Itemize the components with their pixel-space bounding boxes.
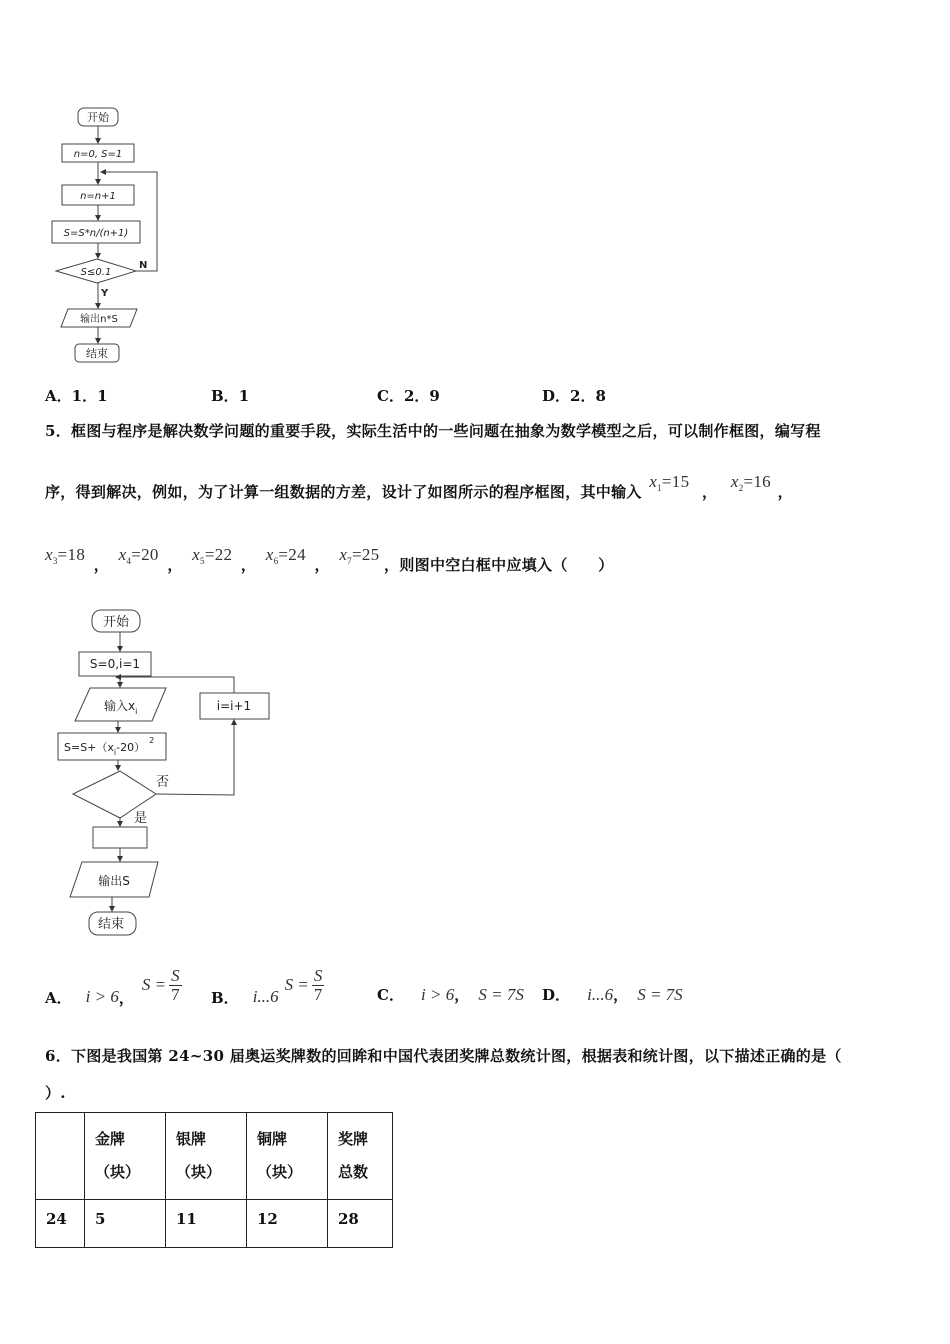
fc1-start-text: 开始 — [87, 111, 109, 124]
fc2-output-text: 输出S — [98, 874, 130, 888]
fc1-no-label: N — [139, 260, 148, 271]
fc2-update-text: $S=S+(x_i-20)^2$ — [64, 736, 155, 757]
q5-option-c-cond: i > 6 — [421, 985, 455, 1004]
q4-option-d[interactable] — [542, 385, 606, 406]
medal-table-header-cell: 金牌 （块） — [85, 1113, 166, 1200]
fc2-blank-box[interactable] — [93, 827, 147, 848]
q5-option-a-letter: A． — [45, 988, 72, 1007]
q4-option-b-letter: B． — [211, 387, 239, 405]
q5-option-d[interactable] — [542, 984, 683, 1005]
q5-sep-2: ， — [777, 483, 793, 501]
q5-option-c-sep: ， — [454, 986, 470, 1004]
q4-option-d-text: 2．8 — [570, 387, 606, 405]
q5-input-x1: $x_1=15$ — [649, 472, 690, 493]
q5-option-c[interactable] — [377, 984, 524, 1005]
fc2-input-text: 输入$x_i$ — [104, 699, 138, 716]
q5-sep-4: ， — [167, 556, 183, 574]
table-row — [36, 1200, 393, 1248]
q5-option-b-lhs: S = — [284, 975, 309, 994]
q5-option-a[interactable] — [45, 960, 182, 1010]
q4-option-d-letter: D． — [542, 387, 571, 405]
fc1-condition-text: S≤0.1 — [80, 267, 112, 278]
fc1-output-text: 输出n*S — [80, 314, 118, 325]
q5-option-d-cond: i...6 — [587, 985, 614, 1004]
q5-sep-1: ， — [701, 483, 718, 501]
q5-line-2-text: 序，得到解决，例如，为了计算一组数据的方差，设计了如图所示的程序框图，其中输入 — [45, 483, 642, 501]
fc2-loop-text: i=i+1 — [216, 699, 252, 713]
fc1-init-text: n=0, S=1 — [73, 149, 123, 160]
table-cell: 28 — [328, 1200, 393, 1248]
q5-option-a-sep: ， — [118, 988, 134, 1007]
q5-option-a-fraction: $\frac{S}{7}$ — [171, 965, 180, 1004]
q4-option-a-letter: A． — [45, 387, 72, 405]
medal-table — [35, 1112, 393, 1248]
q5-input-x2: $x_2=16$ — [730, 472, 771, 493]
flowchart-2 — [50, 600, 290, 945]
q4-option-c-letter: C． — [377, 387, 404, 405]
table-cell: 5 — [85, 1200, 166, 1248]
q6-line-1: 6．下图是我国第 24~30 届奥运奖牌数的回眸和中国代表团奖牌总数统计图，根据表和统计图，以下描述正确的是（ — [45, 1047, 842, 1065]
q5-option-b-cond: i...6 — [252, 987, 279, 1006]
medal-table-header-cell: 奖牌 总数 — [328, 1113, 393, 1200]
q4-option-c-text: 2．9 — [403, 387, 440, 405]
fc2-no-label: 否 — [156, 775, 170, 790]
q5-input-x7: $x_7=25$ — [339, 545, 380, 566]
q4-option-a-text: 1．1 — [71, 387, 108, 405]
fc2-end-text: 结束 — [97, 917, 125, 932]
medal-table-header-cell — [36, 1113, 85, 1200]
medal-table-header-row — [36, 1113, 393, 1200]
fc2-init-text: S=0,i=1 — [89, 657, 141, 671]
fc1-update-text: S=S*n/(n+1) — [63, 228, 129, 239]
q4-option-a[interactable] — [45, 385, 108, 406]
q5-sep-5: ， — [240, 556, 257, 574]
table-cell: 11 — [166, 1200, 247, 1248]
fc2-start-text: 开始 — [102, 615, 130, 630]
q5-option-b-letter: B． — [211, 988, 239, 1007]
q5-input-x4: $x_4=20$ — [118, 545, 159, 566]
flowchart-1 — [45, 100, 185, 370]
q5-option-a-lhs: S = — [141, 975, 167, 994]
q5-line-3-tail: ，则图中空白框中应填入（ ） — [384, 556, 614, 574]
q5-input-x6: $x_6=24$ — [265, 545, 306, 566]
fc2-yes-label: 是 — [134, 811, 148, 826]
q5-option-d-assign: S = 7S — [637, 985, 683, 1004]
table-cell: 12 — [247, 1200, 328, 1248]
q5-option-c-letter: C． — [377, 986, 404, 1004]
q5-option-d-sep: ， — [613, 986, 629, 1004]
q5-line-1: 5．框图与程序是解决数学问题的重要手段，实际生活中的一些问题在抽象为数学模型之后，可以制作框图，编写程 — [45, 422, 821, 440]
q5-line-2 — [45, 472, 793, 502]
q4-option-b[interactable] — [211, 385, 249, 406]
fc1-end-text: 结束 — [86, 347, 108, 360]
q5-option-a-cond: i > 6 — [85, 987, 119, 1006]
q4-option-c[interactable] — [377, 385, 440, 406]
table-cell: 24 — [36, 1200, 85, 1248]
q5-option-d-letter: D． — [542, 986, 571, 1004]
fc1-yes-label: Y — [101, 288, 109, 299]
q5-option-c-assign: S = 7S — [478, 985, 524, 1004]
q5-input-x5: $x_5=22$ — [192, 545, 233, 566]
q5-sep-3: ， — [93, 556, 110, 574]
q5-line-3 — [45, 545, 614, 575]
q6-line-2: ）. — [45, 1084, 66, 1102]
medal-table-header-cell: 银牌 （块） — [166, 1113, 247, 1200]
medal-table-header-cell: 铜牌 （块） — [247, 1113, 328, 1200]
q4-option-b-text: 1 — [238, 387, 250, 405]
q5-option-b[interactable] — [211, 960, 324, 1010]
q5-option-b-fraction: $\frac{S}{7}$ — [313, 965, 323, 1004]
fc1-increment-text: n=n+1 — [80, 191, 116, 202]
q5-input-x3: $x_3=18$ — [45, 545, 86, 566]
q5-sep-6: ， — [314, 556, 330, 574]
